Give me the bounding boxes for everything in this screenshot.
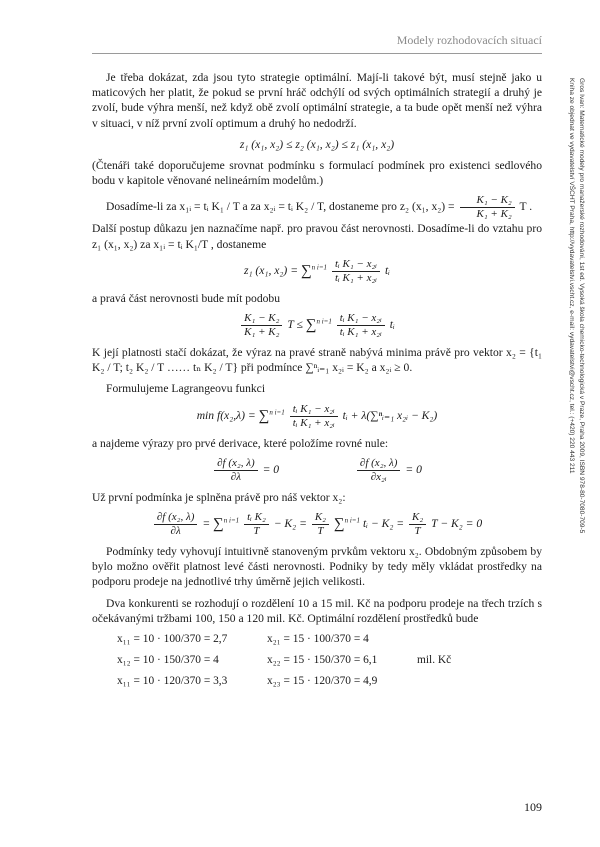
fraction-denominator: K₁ + K₂ (244, 326, 280, 339)
allocation-unit: mil. Kč (417, 654, 452, 667)
equation-5a-tail: = 0 (262, 463, 280, 476)
fraction-numerator: ∂f (x₂, λ) (357, 457, 401, 471)
paragraph-3 (92, 194, 542, 221)
equation-2-tail: tᵢ (384, 263, 391, 277)
fraction (312, 511, 329, 538)
sum-symbol: ∑ (300, 262, 312, 279)
fraction-numerator: ∂f (x₂, λ) (154, 511, 198, 525)
sum-symbol: ∑ (333, 515, 345, 532)
allocation-cell-empty (417, 632, 517, 647)
paragraph-7: Formulujeme Lagrangeovu funkci (106, 382, 266, 396)
equation-2-left: z₁ (x₁, x₂) = (243, 263, 299, 277)
fraction-numerator: tᵢ K₁ − x₂ᵢ (332, 258, 380, 272)
equation-6-mid: − K₂ = (273, 517, 307, 531)
paragraph-4: Další postup důkazu jen naznačíme např. pro pravou část nerovnosti. Dosadíme-li do vztahu pro z₁ (x₁, x₂) za x₁ᵢ = tᵢ K₁/T , dostaneme (92, 222, 542, 251)
equation-6 (92, 511, 542, 538)
paragraph-1: Je třeba dokázat, zda jsou tyto strategie optimální. Mají-li takové být, musí stejně jako u maticových her platit, že pokud se první hráč odchýlí od svých optimálních strategií a druhý je zvolí, bude výhra menší, než když obě zvolí optimální strategie, a ta bude opět menší než výhra v situaci, v níž první zvolí optimum a druhý ho nedodrží. (92, 71, 542, 130)
fraction (337, 312, 385, 339)
equals-sign: = (202, 517, 211, 531)
fraction-numerator: tᵢ K₁ − x₂ᵢ (337, 312, 385, 326)
allocation-table (117, 632, 542, 690)
sum-symbol: ∑ (213, 515, 224, 532)
running-header: Modely rozhodovacích situací (396, 33, 542, 47)
paragraph-2: (Čtenáři také doporučujeme srovnat podmínku s formulací podmínek pro existenci sedlového bodu v kapitole věnované nelineárním modelům.) (92, 159, 542, 188)
equation-2 (92, 258, 542, 285)
equation-4 (92, 403, 542, 430)
allocation-cell: x₁₂ = 10 · 150/370 = 4 (117, 654, 219, 667)
paragraph-3-text: Dosadíme-li za x₁ᵢ = tᵢ K₁ / T a za x₂ᵢ = tᵢ K₂ / T, dostaneme pro z₂ (x₁, x₂) = (106, 200, 455, 214)
equation-1: z₁ (x₁, x₂) ≤ z₂ (x₁, x₂) ≤ z₁ (x₁, x₂) (239, 137, 395, 151)
equation-5b-tail: = 0 (405, 463, 422, 476)
fraction-denominator: tᵢ K₁ + x₂ᵢ (334, 271, 378, 284)
fraction-denominator: tᵢ K₁ + x₂ᵢ (339, 326, 382, 339)
fraction-numerator: K₂ (312, 511, 329, 525)
fraction-numerator: K₁ − K₂ (241, 312, 282, 326)
sum-limits: n i=1 (311, 263, 328, 272)
paragraph-10: Podmínky tedy vyhovují intuitivně stanoveným prvkům vektoru x₂. Obdobným způsobem by bylo možno ověřit platnost levé části nerovnosti. Podniky by tedy měly vkládat prostředky na podporu prodeje na jednotlivé trhy úměrně jejich velikosti. (92, 545, 542, 589)
fraction-numerator: ∂f (x₂, λ) (214, 457, 258, 471)
fraction-k-ratio (460, 194, 515, 221)
header-rule (92, 53, 542, 54)
fraction-denominator: T (414, 525, 421, 538)
allocation-cell: x₂₂ = 15 · 150/370 = 6,1 (267, 654, 378, 667)
equation-4-left: min f(x₂,λ) = (196, 408, 256, 422)
sum-limits: n i=1 (269, 407, 285, 416)
allocation-cell: x₁₁ = 10 · 120/370 = 3,3 (117, 675, 228, 688)
equation-6-mid-2: tᵢ − K₂ = (362, 517, 405, 531)
side-note-line-1: Gros Ivan: Matematické modely pro manažerské rozhodování, 1st ed. Vysoká škola chemicko-technologická v Praze, Praha 2009, ISBN 978-80-7080-709-5 (578, 78, 585, 534)
fraction-denominator: tᵢ K₁ + x₂ᵢ (292, 416, 335, 429)
side-note (568, 78, 589, 678)
equation-6-tail: T − K₂ = 0 (431, 517, 483, 531)
fraction (332, 258, 380, 285)
fraction-denominator: T (317, 525, 324, 538)
equation-4-tail: tᵢ + λ(∑ⁿᵢ₌₁ x₂ᵢ − K₂) (342, 408, 438, 422)
fraction (357, 457, 401, 484)
fraction (244, 511, 269, 538)
equation-5 (92, 457, 542, 484)
fraction-denominator: T (253, 525, 260, 538)
sum-limits: n i=1 (223, 516, 240, 525)
allocation-cell: x₂₁ = 15 · 100/370 = 4 (267, 633, 369, 646)
fraction (290, 403, 338, 430)
fraction (241, 312, 282, 339)
page-number: 109 (524, 800, 542, 814)
equation-3 (92, 312, 542, 339)
paragraph-6: K její platnosti stačí dokázat, že výraz na pravé straně nabývá minima právě pro vektor x₂ = {t₁ K₂ / T; t₂ K₂ / T …… tₙ K₂ / T} při podmínce ∑ⁿᵢ₌₁ x₂ᵢ = K₂ a x₂ᵢ ≥ 0. (92, 346, 542, 375)
paragraph-3-tail: T . (519, 200, 533, 214)
fraction (409, 511, 426, 538)
fraction-denominator: K₁ + K₂ (476, 208, 512, 221)
allocation-cell: x₁₁ = 10 · 100/370 = 2,7 (117, 633, 228, 646)
fraction-denominator: ∂λ (230, 470, 241, 483)
sum-limits: n i=1 (316, 317, 332, 326)
side-note-line-2: Kniha ze objednat ve vydavatelství VŠCHT Praha, http://vydavatelstvi.vscht.cz, e-mail: vydavatelstvi@vscht.cz, tel.: (+420) 220 443 211 (568, 78, 575, 474)
fraction (154, 511, 198, 538)
paragraph-5: a pravá část nerovnosti bude mít podobu (92, 291, 281, 305)
page-content (92, 70, 542, 690)
allocation-cell-empty (417, 674, 517, 689)
fraction-denominator: ∂λ (170, 525, 181, 538)
sum-limits: n i=1 (344, 516, 361, 525)
fraction-numerator: tᵢ K₂ (244, 511, 269, 525)
fraction (214, 457, 258, 484)
paragraph-11: Dva konkurenti se rozhodují o rozdělení 10 a 15 mil. Kč na podporu prodeje na třech trzích s očekávanými tržbami 100, 150 a 120 mil. Kč. Optimální rozdělení prostředků bude (92, 596, 542, 625)
paragraph-8: a najdeme výrazy pro prvé derivace, které položíme rovné nule: (92, 436, 389, 450)
fraction-numerator: K₂ (409, 511, 426, 525)
sum-symbol: ∑ (305, 316, 317, 333)
equation-3-mid: T ≤ (287, 318, 303, 332)
fraction-numerator: K₁ − K₂ (460, 194, 515, 208)
sum-symbol: ∑ (258, 407, 270, 424)
equation-3-tail: tᵢ (389, 318, 395, 332)
fraction-numerator: tᵢ K₁ − x₂ᵢ (290, 403, 338, 417)
paragraph-9: Už první podmínka je splněna právě pro náš vektor x₂: (92, 490, 346, 504)
allocation-cell: x₂₃ = 15 · 120/370 = 4,9 (267, 675, 378, 688)
fraction-denominator: ∂x₂ᵢ (370, 470, 387, 483)
